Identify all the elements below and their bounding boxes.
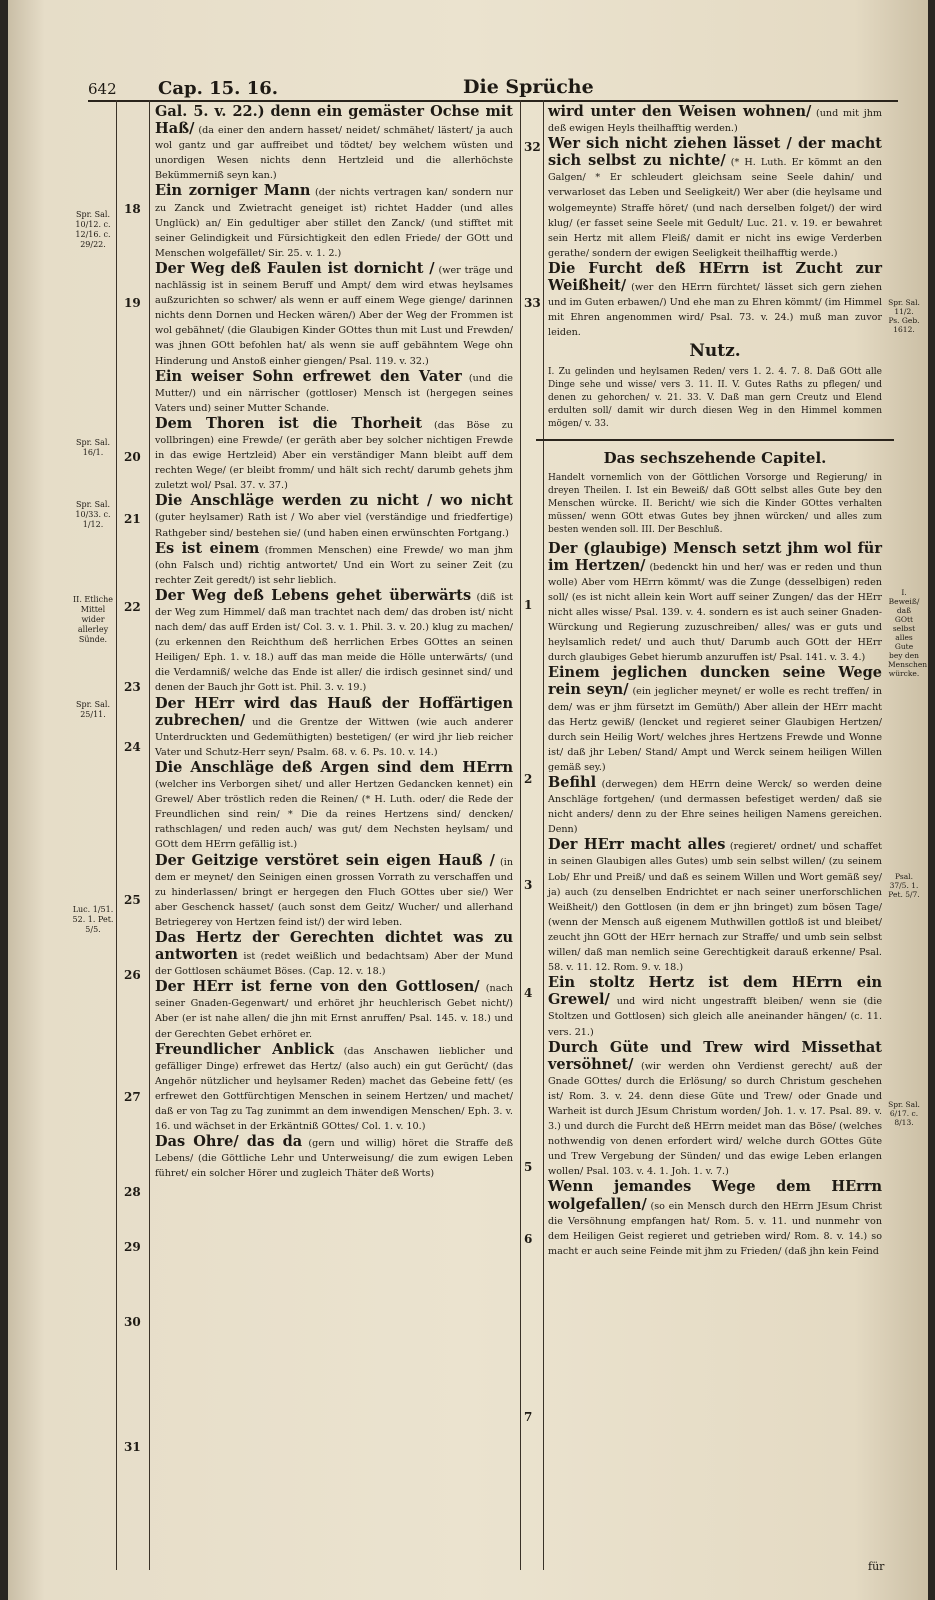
verse-paragraph: Der Geitzige verstöret sein eigen Hauß / (in dem er meynet/ den Seinigen einen grossen Vorrath zu verschaffen und zu hinderlassen/ bringt er hergegen den Fluch GOttes uber sie/) Wer aber Geschenck hasset/ (auch sonst dem Geitz/ Wucher/ und allerhand Betriegerey von Hertzen feind ist/) der wird leben. [155, 851, 514, 928]
verse-paragraph: Der HErr macht alles (regieret/ ordnet/ und schaffet in seinen Glaubigen alles Gutes) umb sein selbst willen/ (zu seinem Lob/ Ehr und Preiß/ und daß es seinem Willen und Wort gemäß sey/ ja) auch (zu denselben Endrichtet er nach seiner unerforschlichen Weißheit/) den Gottlosen (in dem er jhn bringet) zum bösen Tage/ (wenn der Mensch auß eigenem Muthwillen gottloß ist und bleibet/ zeucht jhn GOtt der HErr hernach zur Straffe/ und umb sein selbst willen/ daß man nemlich seine Gerechtigkeit darauß erkenne/ Psal. 58. v. 11. 12. Rom. 9. v. 18.) [548, 836, 882, 974]
column-divider [520, 100, 521, 1570]
verse-paragraph: Die Furcht deß HErrn ist Zucht zur Weißheit/ (wer den HErrn fürchtet/ lässet sich gern ziehen und im Guten erbawen/) Und ehe man zu Ehren kömmt/ (im Himmel mit Ehren angenommen wird/ Psal. 73. v. 24.) muß man zuvor leiden. [548, 259, 882, 339]
verse-paragraph: Ein zorniger Mann (der nichts vertragen kan/ sondern nur zu Zanck und Zwietracht geneiget ist) richtet Hadder (und alles Unglück) an/ Ein gedultiger aber stillet den Zanck/ (und stifftet mit seiner Gelindigkeit und Fürsichtigkeit den edlen Friede/ der GOtt und Menschen wolgefället/ Sir. 25. v. 1. 2.) [155, 182, 513, 259]
verse-paragraph: wird unter den Weisen wohnen/ (und mit jhm deß ewigen Heyls theilhafftig werden.) [548, 103, 882, 135]
verse-number: 29 [124, 1240, 141, 1254]
verse-paragraph: Der (glaubige) Mensch setzt jhm wol für im Hertzen/ (bedenckt hin und her/ was er reden und thun wolle) Aber vom HErrn kömmt/ was die Zunge (desselbigen) reden soll/ (es ist nicht allein kein Wort auff seiner Zungen/ das der HErr nicht alles wisse/ Psal. 139. v. 4. sondern es ist auch seiner Gnaden-Würckung und Regierung zuzuschreiben/ alles/ was er guts und heylsamlich redet/ und auch thut/ Darumb auch GOtt der HErr durch glaubiges Gebet hierumb anzuruffen ist/ Psal. 141. v. 3. 4.) [548, 539, 882, 664]
margin-note: Spr. Sal. 16/1. [76, 438, 110, 457]
verse-number-rule [149, 100, 150, 1570]
verse-paragraph: Gal. 5. v. 22.) denn ein gemäster Ochse mit Haß/ (da einer den andern hasset/ neidet/ schmähet/ lästert/ ja auch wol gantz und gar auffreibet und tödtet/ bey welchem wüsten und unordigen Wesen nichts denn Hertzleid und die allerhöchste Bekümmerniß seyn kan.) [155, 103, 513, 182]
verse-number: 22 [124, 600, 141, 614]
margin-note: Spr. Sal. 11/2. Ps. Geb. 1612. [888, 298, 920, 334]
book-title: Die Sprüche [463, 76, 594, 98]
verse-paragraph: Das Ohre/ das da (gern und willig) höret die Straffe deß Lebens/ (die Göttliche Lehr und Unterweisung/ die zum ewigen Leben führet/ ein solcher Hörer und zugleich Thäter deß Worts) [155, 1133, 513, 1180]
verse-number: 5 [524, 1160, 533, 1174]
verse-number: 20 [124, 450, 141, 464]
verse-number: 7 [524, 1410, 533, 1424]
right-column [548, 104, 882, 1259]
margin-note: Spr. Sal. 6/17. c. 8/13. [888, 1100, 920, 1127]
verse-paragraph: Befihl (derwegen) dem HErrn deine Werck/ so werden deine Anschläge fortgehen/ (und dermassen befestiget werden/ daß sie nicht anders/ denn zu der Ehre seines heiligen Namens gereichen. Denn) [548, 774, 882, 836]
verse-paragraph: Der HErr wird das Hauß der Hoffärtigen zubrechen/ und die Grentze der Wittwen (wie auch anderer Unterdruckten und Gedemüthigten) bestetigen/ (er wird jhr lieb reicher Vater und Schutz-Herr seyn/ Psalm. 68. v. 6. Ps. 10. v. 14.) [155, 694, 513, 758]
verse-number: 32 [524, 140, 541, 154]
chapter-summary: Handelt vornemlich von der Göttlichen Vorsorge und Regierung/ in dreyen Theilen. I. Ist ein Beweiß/ daß GOtt selbst alles Gute bey den Menschen würcke. II. Bericht/ wie sich die Kinder GOttes verhalten müssen/ wenn GOtt etwas Gutes bey jhnen würcken/ und alles zum besten wenden soll. III. Der Beschluß. [548, 472, 882, 535]
running-head: Cap. 15. 16. [158, 78, 279, 99]
verse-number: 27 [124, 1090, 141, 1104]
nutz-text: I. Zu gelinden und heylsamen Reden/ vers 1. 2. 4. 7. 8. Daß GOtt alle Dinge sehe und wisse/ vers 3. 11. II. V. Gutes Raths zu pflegen/ und denen zu gehorchen/ v. 21. 33. V. Daß man gern Creutz und Elend erdulten soll/ damit wir durch diesen Weg in den Himmel kommen mögen/ v. 33. [548, 366, 882, 429]
chapter-heading: Das sechszehende Capitel. [603, 448, 827, 467]
right-verse-rule [543, 100, 544, 1570]
verse-number: 4 [524, 986, 533, 1000]
verse-number: 25 [124, 893, 141, 907]
verse-paragraph: Ein stoltz Hertz ist dem HErrn ein Grewel/ und wird nicht ungestrafft bleiben/ wenn sie (die Stoltzen und Gottlosen) sich gleich alle aneinander hängen/ (c. 11. vers. 21.) [548, 974, 882, 1038]
verse-number: 30 [124, 1315, 141, 1329]
verse-number: 23 [124, 680, 141, 694]
verse-paragraph: Ein weiser Sohn erfrewet den Vater (und die Mutter/) und ein närrischer (gottloser) Mensch ist (hergegen seines Vaters und) seiner Mutter Schande. [155, 367, 513, 414]
book-page [8, 0, 928, 1600]
verse-paragraph: Dem Thoren ist die Thorheit (das Böse zu vollbringen) eine Frewde/ (er geräth aber bey solcher nichtigen Frewde in das ewige Hertzleid) Aber ein verständiger Mann bleibt auff dem rechten Wege/ (er bleibt fromm/ und hält sich recht/ darumb gehets jhm zuletzt wol/ Psal. 37. v. 37.) [155, 414, 513, 492]
verse-number: 3 [524, 878, 533, 892]
nutz-heading: Nutz. [689, 341, 741, 362]
verse-paragraph: Freundlicher Anblick (das Anschawen lieblicher und gefälliger Dinge) erfrewet das Hertz/ (also auch) ein gut Gerücht/ (das Angehör nützlicher und heylsamer Reden) machet das Gebeine fett/ (es erfrewet den Gottfürchtigen Menschen in seinem Hertzen/ und machet/ daß er von Tag zu Tag zunimmt an dem inwendigen Menschen/ Eph. 3. v. 16. und wächset in der Erkäntniß GOttes/ Col. 1. v. 10.) [155, 1040, 513, 1133]
margin-note: Spr. Sal. 25/11. [76, 700, 110, 719]
verse-paragraph: Es ist einem (frommen Menschen) eine Frewde/ wo man jhm (ohn Falsch und) richtig antwortet/ Und ein Wort zu seiner Zeit (zu rechter Zeit geredt/) ist sehr lieblich. [155, 539, 513, 586]
verse-number: 19 [124, 296, 141, 310]
verse-number: 28 [124, 1185, 141, 1199]
margin-note: Psal. 37/5. 1. Pet. 5/7. [888, 872, 920, 899]
margin-note: Spr. Sal. 10/12. c. 12/16. c. 29/22. [75, 210, 111, 249]
verse-paragraph: Wenn jemandes Wege dem HErrn wolgefallen/ (so ein Mensch durch den HErrn JEsum Christ die Versöhnung empfangen hat/ Rom. 5. v. 11. und nunmehr von dem Heiligen Geist regieret und getrieben wird/ Rom. 8. v. 14.) so macht er auch seine Feinde mit jhm zu Frieden/ (daß jhn kein Feind [548, 1178, 882, 1257]
verse-number: 1 [524, 598, 533, 612]
verse-number: 33 [524, 296, 541, 310]
header-rule [88, 100, 898, 102]
margin-note: Spr. Sal. 10/33. c. 1/12. [75, 500, 111, 529]
verse-paragraph: Der Weg deß Faulen ist dornicht / (wer träge und nachlässig ist in seinem Beruff und Ampt/ dem wird etwas heylsames außzurichten so schwer/ als wenn er auff einem Wege gienge/ darinnen nichts denn Dornen und Hecken wären/) Aber der Weg der Frommen ist wol gebähnet/ (die Glaubigen Kinder GOttes thun mit Lust und Frewden/ was jhnen GOtt befohlen hat/ als wenn sie auff gebähntem Wege ohn Hinderung und Anstoß einher giengen/ Psal. 119. v. 32.) [155, 259, 514, 367]
verse-paragraph: Durch Güte und Trew wird Missethat versöhnet/ (wir werden ohn Verdienst gerecht/ auß der Gnade GOttes/ durch die Erlösung/ so durch Christum geschehen ist/ Rom. 3. v. 24. denn diese Güte und Trew/ oder Gnade und Warheit ist durch JEsum Christum worden/ Joh. 1. v. 17. Psal. 89. v. 3.) und durch die Furcht deß HErrn meidet man das Böse/ (welches nothwendig von denen erfordert wird/ welche durch GOttes Güte und Trew Vergebung der Sünden/ und das ewige Leben erlangen wollen/ Psal. 103. v. 4. 1. Joh. 1. v. 7.) [548, 1038, 882, 1178]
verse-number: 21 [124, 512, 141, 526]
verse-paragraph: Das Hertz der Gerechten dichtet was zu antworten ist (redet weißlich und bedachtsam) Aber der Mund der Gottlosen schäumet Böses. (Cap. 12. v. 18.) [155, 928, 513, 978]
margin-note: Luc. 1/51. 52. 1. Pet. 5/5. [72, 905, 114, 934]
left-column [155, 104, 513, 1181]
verse-paragraph: Die Anschläge deß Argen sind dem HErrn (welcher ins Verborgen sihet/ und aller Hertzen Gedancken kennet) ein Grewel/ Aber tröstlich reden die Reinen/ (* H. Luth. oder/ die Rede der Freundlichen sind rein/ * Die da reines Hertzens sind/ dencken/ rathschlagen/ und reden auch/ was gut/ dem Nechsten heylsam/ und GOtt dem HErrn gefällig ist.) [155, 758, 513, 851]
verse-number: 31 [124, 1440, 141, 1454]
margin-note: I. Beweiß/ daß GOtt selbst alles Gute bey den Menschen würcke. [888, 588, 928, 678]
verse-number: 26 [124, 968, 141, 982]
verse-paragraph: Einem jeglichen duncken seine Wege rein seyn/ (ein jeglicher meynet/ er wolle es recht treffen/ in dem/ was er jhm fürsetzt im Gemüth/) Aber allein der HErr macht das Hertz gewiß/ (lencket und regieret seiner Glaubigen Hertzen/ durch sein Heilig Wort/ welches jhres Hertzens Frewde und Wonne ist/ daß jhr Leben/ Stand/ Ampt und Werck seinem heiligen Willen gemäß sey.) [548, 664, 882, 773]
verse-paragraph: Die Anschläge werden zu nicht / wo nicht (guter heylsamer) Rath ist / Wo aber viel (verständige und friedfertige) Rathgeber sind/ bestehen sie/ (und haben einen erwünschten Fortgang.) [155, 492, 513, 539]
verse-number: 24 [124, 740, 141, 754]
verse-paragraph: Der Weg deß Lebens gehet überwärts (diß ist der Weg zum Himmel/ daß man trachtet nach dem/ das droben ist/ nicht nach dem/ das auff Erden ist/ Col. 3. v. 1. Phil. 3. v. 20.) klug zu machen/ (zu erkennen den Reichthum deß herrlichen Erbes GOttes an seinen Heiligen/ Eph. 1. v. 18.) auff das man meide die Hölle unterwärts/ (und die Verdamniß/ welche das Ende ist aller/ die irdisch gesinnet sind/ und denen der Bauch jhr Gott ist. Phil. 3. v. 19.) [155, 586, 513, 694]
catchword: für [868, 1560, 885, 1573]
margin-note: II. Etliche Mittel wider allerley Sünde. [73, 595, 113, 644]
verse-number: 2 [524, 772, 533, 786]
left-margin-rule [116, 100, 117, 1570]
verse-paragraph: Der HErr ist ferne von den Gottlosen/ (nach seiner Gnaden-Gegenwart/ und erhöret jhr heuchlerisch Gebet nicht/) Aber (er ist nahe allen/ die jhn mit Ernst anruffen/ Psal. 145. v. 18.) und der Gerechten Gebet erhöret er. [155, 978, 513, 1040]
verse-number: 6 [524, 1232, 533, 1246]
page-number: 642 [88, 80, 117, 98]
verse-number: 18 [124, 202, 141, 216]
verse-paragraph: Wer sich nicht ziehen lässet / der macht sich selbst zu nichte/ (* H. Luth. Er kömmt an den Galgen/ * Er schleudert gleichsam seine Seele dahin/ und verwarloset das Leben und Seeligkeit/) Wer aber (die heylsame und wolgemeynte) Straffe höret/ (und nach derselben folget/) der wird klug/ (er fasset seine Seele mit Gedult/ Luc. 21. v. 19. er bewahret sein Hertz mit allem Fleiß/ damit er nicht ins ewige Verderben gerathe/ sondern der ewigen Seeligkeit theilhafftig werde.) [548, 135, 882, 259]
section-divider [536, 439, 894, 441]
